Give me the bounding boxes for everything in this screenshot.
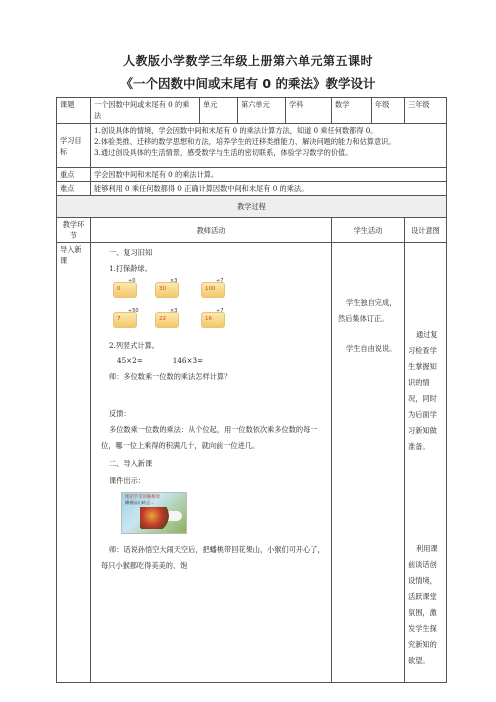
- story-text: 师：话说孙悟空大闹天空后，把蟠桃带回花果山，小猴们可开心了，每只小猴都吃得美美的、饱: [101, 545, 325, 570]
- intent-text-2: 利用课前谈话创设情境，活跃课堂氛围，激发学生探究新知的欲望。: [408, 544, 438, 665]
- bowling-item: 1.打保龄球。: [109, 264, 152, 273]
- subject-label: 学科: [286, 98, 332, 124]
- bowling-pin-icon: 100 ÷7: [201, 282, 225, 298]
- review-title: 一、复习旧知: [109, 248, 153, 257]
- bowling-pin-icon: 7 ÷50: [113, 312, 137, 328]
- vertical-calc-item: 2.列竖式计算。: [109, 341, 159, 350]
- unit-value: 第六单元: [238, 98, 286, 124]
- key-label: 重点: [57, 168, 91, 182]
- calc-expression: 146×3=: [172, 356, 204, 365]
- goals-row: [57, 124, 447, 168]
- topic-row: [57, 98, 447, 124]
- student-text-2: 学生自由说说。: [346, 344, 397, 353]
- calc-line: [101, 355, 328, 366]
- student-text-1: 学生独自完成，然后集体订正。: [338, 298, 397, 323]
- goals-content: [91, 124, 447, 168]
- difficulty-row: [57, 182, 447, 196]
- goal-item: 1.创设具体的情境，学会因数中间和末尾有 0 的乘法计算方法，知道 0 乘任何数都得 0。: [94, 126, 378, 135]
- new-lesson-title: 二、导入新课: [109, 459, 153, 468]
- bowling-pin-icon: 16 ÷7: [201, 312, 225, 328]
- topic-value: 一个因数中间或末尾有 0 的乘法: [91, 98, 200, 124]
- courseware-label: 课件出示：: [109, 476, 145, 485]
- teacher-activity: [91, 243, 332, 683]
- grade-label: 年级: [372, 98, 405, 124]
- process-content-row: [57, 243, 447, 683]
- difficulty-value: 能够利用 0 乘任何数都得 0 正确计算因数中间和末尾有 0 的乘法。: [91, 182, 447, 196]
- process-columns-row: [57, 218, 447, 243]
- col-stage: 教学环节: [57, 218, 91, 243]
- student-activity: [332, 243, 405, 683]
- intent-cell: [405, 243, 447, 683]
- stage-cell: 导入新课: [57, 243, 91, 683]
- subject-value: 数学: [332, 98, 372, 124]
- lesson-plan-table: [56, 97, 447, 683]
- unit-label: 单元: [200, 98, 238, 124]
- col-teacher: 教师活动: [91, 218, 332, 243]
- document-subtitle: 《一个因数中间或末尾有 0 的乘法》教学设计: [120, 76, 376, 91]
- intent-text-1: 通过复习检查学生掌握知识的情况，同时为后面学习新知做准备。: [408, 330, 438, 451]
- col-student: 学生活动: [332, 218, 405, 243]
- goals-label: 学习目标: [57, 124, 91, 168]
- goal-item: 2.体验类推、迁移的数学思想和方法，培养学生的迁移类推能力、解决问题的能力和估算意识。: [94, 137, 396, 146]
- process-header-row: [57, 196, 447, 218]
- topic-label: 课题: [57, 98, 91, 124]
- difficulty-label: 难点: [57, 182, 91, 196]
- rule-text: 多位数乘一位数的乘法：从个位起，用一位数依次乘多位数的每一位，哪一位上乘得的积满几十，就向前一位进几。: [101, 425, 318, 450]
- key-row: [57, 168, 447, 182]
- bowling-pin-icon: 22 ×3: [155, 312, 179, 328]
- teacher-question: 师：多位数乘一位数的乘法怎样计算？: [109, 372, 232, 381]
- document-title: 人教版小学数学三年级上册第六单元第五课时: [122, 54, 373, 68]
- courseware-slide-image: 她把手里的蟠桃果 蟠桃园山岭正...: [121, 492, 187, 534]
- feedback-label: 反馈：: [109, 409, 131, 418]
- col-intent: 设计意图: [405, 218, 447, 243]
- calc-expression: 45×2=: [117, 356, 143, 365]
- goal-item: 3.通过创设具体的生活情景，感受数学与生活的密切联系，体验学习数学的价值。: [94, 148, 353, 157]
- grade-value: 三年级: [405, 98, 447, 124]
- bowling-pictures: [103, 278, 328, 336]
- bowling-pin-icon: 0 ÷0: [113, 282, 137, 298]
- process-header: 教学过程: [57, 196, 447, 218]
- bowling-pin-icon: 30 ×3: [155, 282, 179, 298]
- key-value: 学会因数中间和末尾有 0 的乘法计算。: [91, 168, 447, 182]
